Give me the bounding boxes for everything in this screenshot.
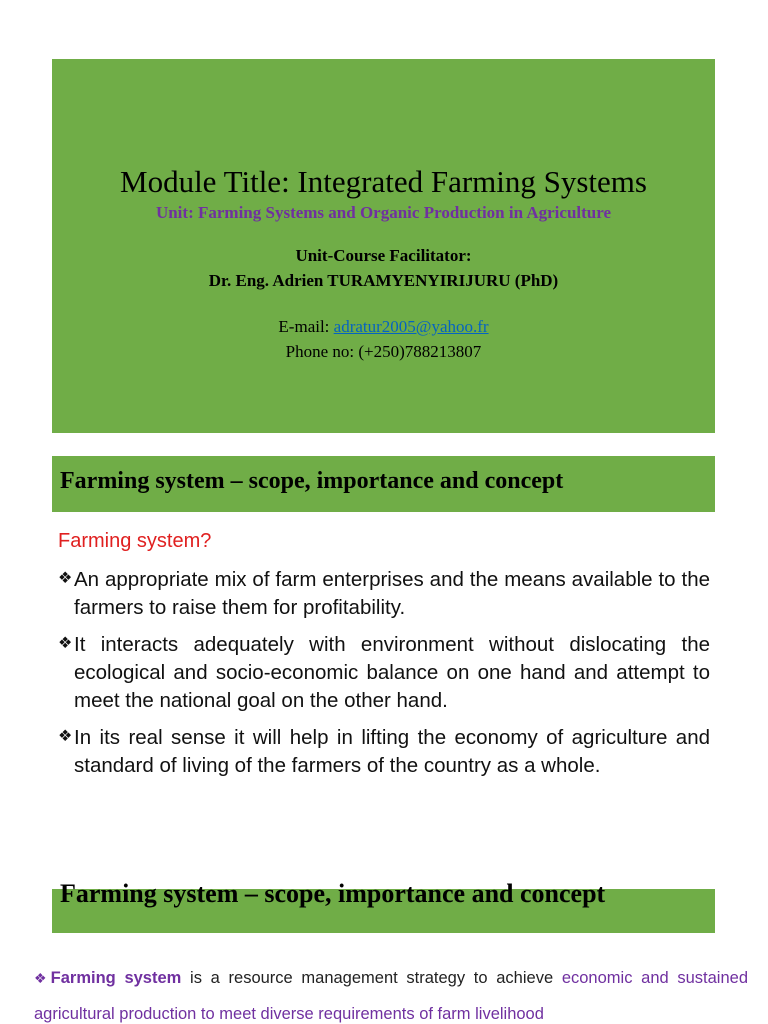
diamond-bullet-icon: ❖ (58, 635, 73, 652)
bullet-text: An appropriate mix of farm enterprises and the means available to the farmers to raise them for profitability. (74, 568, 710, 619)
facilitator-name: Dr. Eng. Adrien TURAMYENYIRIJURU (PhD) (208, 271, 559, 290)
section-2-heading: Farming system – scope, importance and concept (60, 879, 606, 908)
diamond-bullet-icon: ❖ (34, 970, 51, 986)
section-1-question: Farming system? (58, 530, 212, 552)
diamond-bullet-icon: ❖ (58, 570, 73, 587)
definition-paragraph (34, 960, 748, 1024)
list-item (58, 724, 710, 780)
definition-text: is a resource management strategy to achieve (181, 969, 562, 987)
list-item (58, 631, 710, 715)
email-label: E-mail: (278, 317, 334, 336)
facilitator-label: Unit-Course Facilitator: (295, 246, 472, 265)
unit-title: Unit: Farming Systems and Organic Production in Agriculture (155, 203, 612, 222)
email-line (52, 317, 715, 337)
email-link[interactable]: adratur2005@yahoo.fr (333, 317, 489, 336)
bullet-text: In its real sense it will help in lifting the economy of agriculture and standard of living of the farmers of the country as a whole. (74, 726, 710, 777)
definition-accent: economic and sustained agricultural production to meet diverse requirements of farm livelihood (34, 969, 748, 1023)
definition-term: Farming system (50, 969, 182, 987)
title-slide (52, 59, 715, 433)
module-title: Module Title: Integrated Farming Systems (120, 164, 647, 199)
section-1-heading: Farming system – scope, importance and concept (60, 468, 564, 494)
bullet-text: It interacts adequately with environment without dislocating the ecological and socio-economic balance on one hand and attempt to meet the national goal on the other hand. (74, 633, 710, 712)
diamond-bullet-icon: ❖ (58, 728, 73, 745)
phone-line: Phone no: (+250)788213807 (285, 342, 482, 361)
section-1-bullet-list (58, 566, 710, 789)
list-item (58, 566, 710, 622)
